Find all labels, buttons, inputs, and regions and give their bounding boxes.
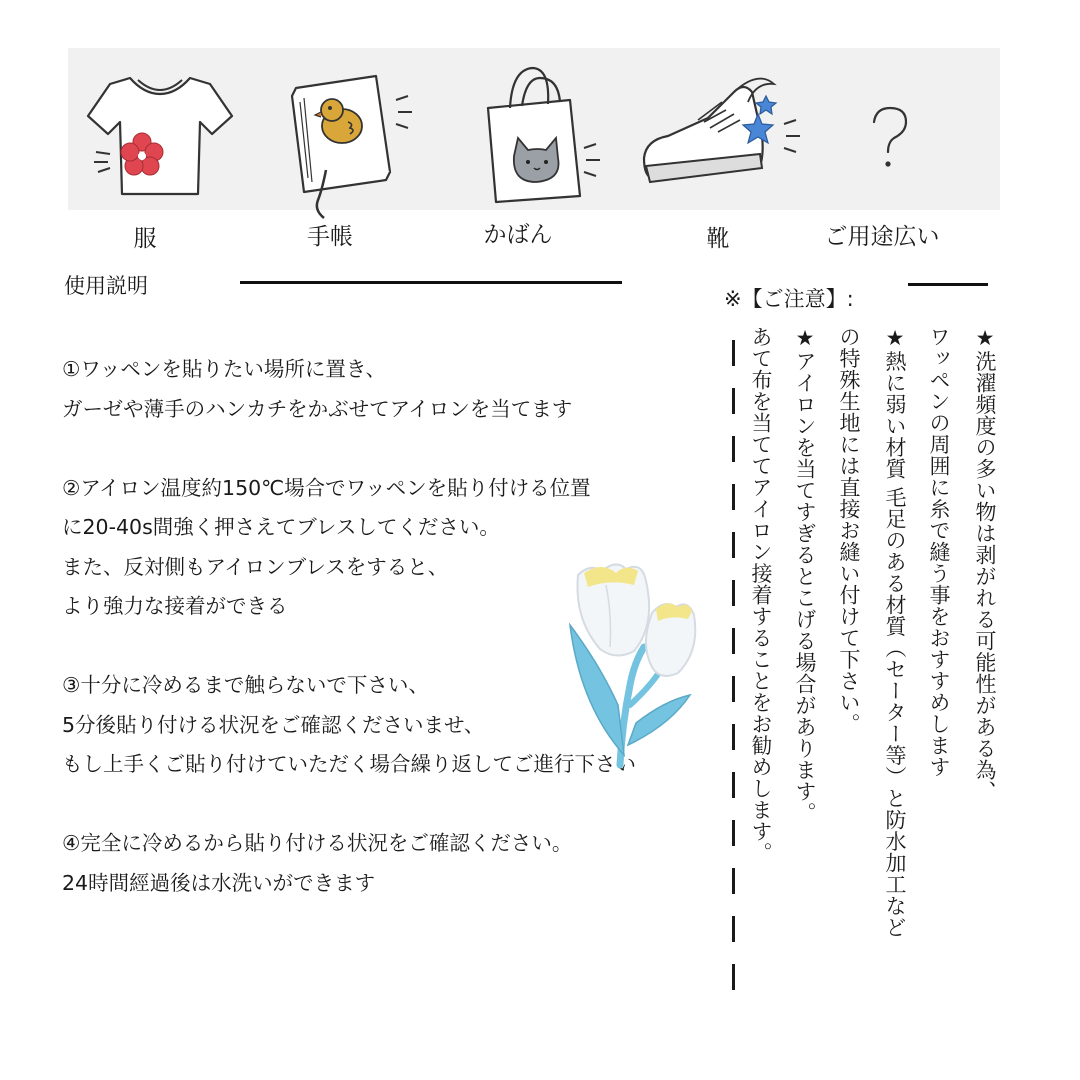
instructions-heading: 使用説明 — [64, 274, 148, 298]
caution-line-6: あて布を当ててアイロン接着することをお勧めします。 — [749, 326, 773, 864]
tote-bag-icon — [466, 56, 616, 206]
step3-line3: もし上手くご貼り付けていただく場合繰り返してご進行下さい — [62, 752, 636, 776]
step4-line2: 24時間經過後は水洗いができます — [62, 870, 376, 895]
usage-label-shoes: 靴 — [706, 226, 730, 252]
step2-line3: また、反対側もアイロンブレスをすると、 — [62, 554, 449, 579]
question-icon — [866, 104, 916, 174]
step1-line2: ガーゼや薄手のハンカチをかぶせてアイロンを当てます — [62, 396, 573, 421]
step2-line1: ②アイロン温度約150℃場合でワッペンを貼り付ける位置 — [62, 475, 591, 500]
caution-line-3: ★熱に弱い材質 毛足のある材質（セーター等）と防水加工など — [883, 326, 907, 939]
usage-label-bag: かばん — [483, 222, 553, 248]
caution-line-4: の特殊生地には直接お縫い付けて下さい。 — [837, 326, 861, 735]
step2-line2: に20-40s間強く押さえてブレスしてください。 — [62, 515, 500, 539]
tshirt-icon — [80, 66, 240, 206]
tulip-patch-image — [560, 555, 710, 770]
usage-label-clothes: 服 — [133, 226, 157, 252]
caution-line-5: ★アイロンを当てすぎるとこげる場合があります。 — [793, 326, 817, 824]
step4-line1: ④完全に冷めるから貼り付ける状況をご確認ください。 — [62, 831, 573, 855]
dashed-divider — [724, 340, 744, 1010]
step3-line1: ③十分に冷めるまで触らないで下さい、 — [62, 673, 429, 697]
notebook-icon — [278, 60, 428, 220]
usage-banner — [68, 48, 1000, 210]
instructions-rule — [240, 281, 622, 284]
step3-line2: 5分後貼り付ける状況をご確認くださいませ、 — [62, 712, 485, 737]
usage-label-various: ご用途広い — [824, 224, 940, 250]
step1-line1: ①ワッペンを貼りたい場所に置き、 — [62, 357, 387, 381]
caution-rule — [908, 283, 988, 286]
usage-label-notebook: 手帳 — [307, 224, 353, 250]
caution-heading: ※【ご注意】: — [724, 287, 854, 311]
caution-line-2: ワッペンの周囲に糸で縫う事をおすすめします — [927, 326, 951, 778]
sneaker-icon — [638, 62, 808, 202]
caution-line-1: ★洗濯頻度の多い物は剥がれる可能性がある為、 — [973, 326, 997, 802]
step2-line4: より強力な接着ができる — [62, 594, 288, 618]
